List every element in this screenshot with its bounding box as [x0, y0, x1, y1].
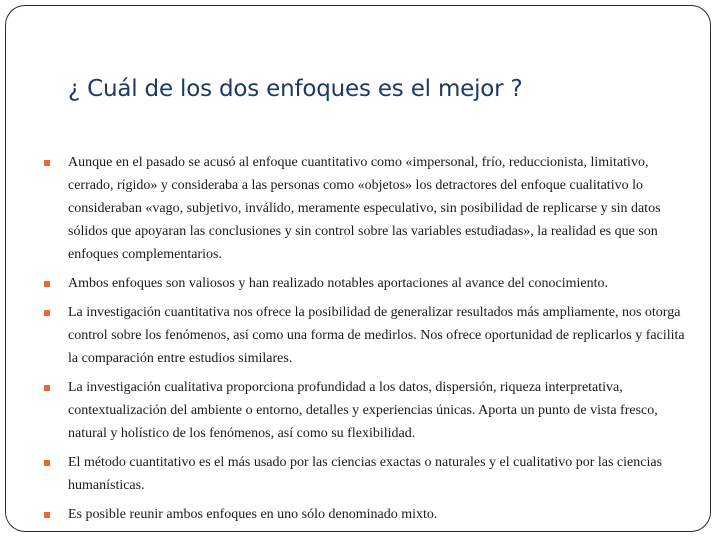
- slide-title: ¿ Cuál de los dos enfoques es el mejor ?: [68, 76, 523, 102]
- bullet-text: La investigación cualitativa proporciona profundidad a los datos, dispersión, riqueza interpretativa, contextualización del ambiente o entorno, detalles y experiencias únicas. Aporta un punto de vista fresco, natural y holístico de los fenómenos, así como su flexibilidad.: [68, 380, 658, 441]
- slide-frame: [5, 5, 711, 532]
- orange-square-bullet-icon: [44, 512, 50, 518]
- bullet-item: [43, 151, 693, 266]
- bullet-item: [43, 301, 693, 370]
- bullet-list: [43, 151, 693, 532]
- orange-square-bullet-icon: [44, 460, 50, 466]
- bullet-text: Ambos enfoques son valiosos y han realizado notables aportaciones al avance del conocimiento.: [68, 276, 608, 291]
- bullet-text: Es posible reunir ambos enfoques en uno sólo denominado mixto.: [68, 507, 438, 522]
- orange-square-bullet-icon: [44, 385, 50, 391]
- bullet-text: El método cuantitativo es el más usado por las ciencias exactas o naturales y el cualitativo por las ciencias humanísticas.: [68, 455, 663, 493]
- bullet-text: Aunque en el pasado se acusó al enfoque cuantitativo como «impersonal, frío, reduccionista, limitativo, cerrado, rígido» y consideraba a las personas como «objetos» los detractores del enfoque cualitativo lo consideraban «vago, subjetivo, inválido, meramente especulativo, sin posibilidad de replicarse y sin datos sólidos que apoyaran las conclusiones y sin control sobre las variables estudiadas», la realidad es que son enfoques complementarios.: [68, 155, 661, 262]
- bullet-item: [43, 503, 693, 526]
- orange-square-bullet-icon: [44, 160, 50, 166]
- bullet-text: La investigación cuantitativa nos ofrece la posibilidad de generalizar resultados más ampliamente, nos otorga control sobre los fenómenos, así como una forma de medirlos. Nos ofrece oportunidad de replicarlos y facilita la comparación entre estudios similares.: [68, 305, 685, 366]
- bullet-item: [43, 272, 693, 295]
- bullet-item: [43, 451, 693, 497]
- orange-square-bullet-icon: [44, 281, 50, 287]
- orange-square-bullet-icon: [44, 310, 50, 316]
- bullet-item: [43, 376, 693, 445]
